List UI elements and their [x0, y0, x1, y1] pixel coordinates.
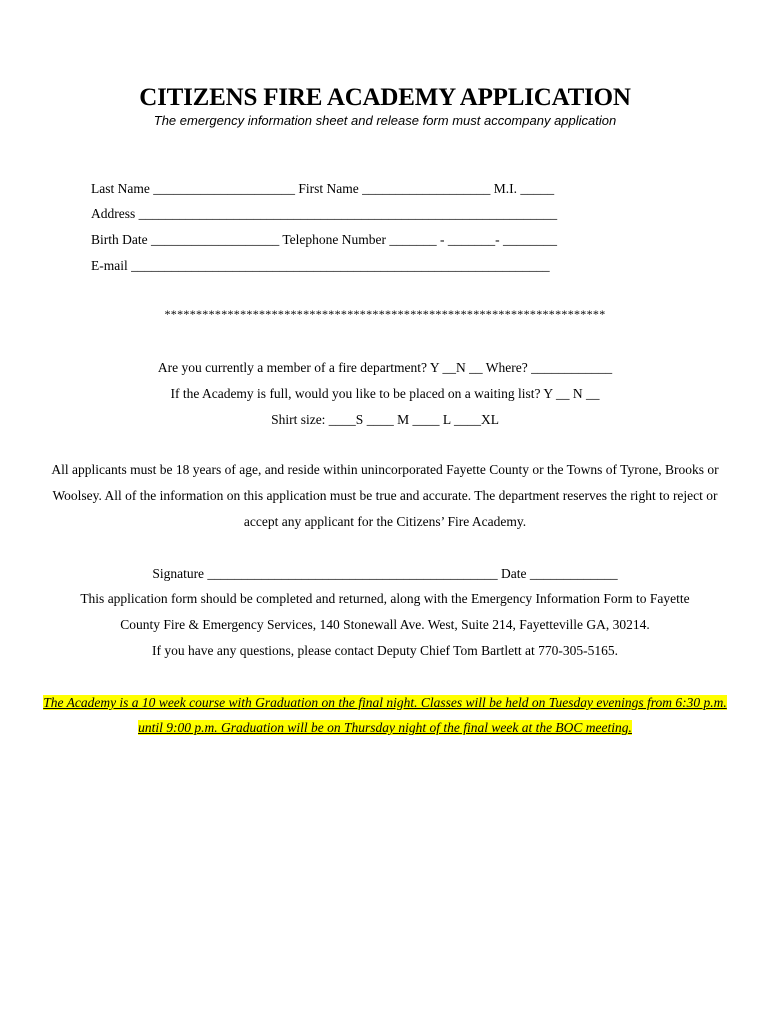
return-instructions-line-1: This application form should be completed and returned, along with the Emergency Information Form to Fayette — [80, 591, 690, 606]
name-fields-line[interactable]: Last Name _____________________ First Name ___________________ M.I. _____ — [91, 181, 555, 196]
signature-date-line[interactable]: Signature ___________________________________________ Date _____________ — [152, 566, 618, 581]
address-field-line[interactable]: Address ______________________________________________________________ — [91, 206, 558, 221]
schedule-highlight: The Academy is a 10 week course with Graduation on the final night. Classes will be held on Tuesday evenings from 6:30 p.m. until 9:00 p.m. Graduation will be on Thursday night of the final week at the BOC meeting. — [43, 695, 727, 735]
contact-info-line: If you have any questions, please contact Deputy Chief Tom Bartlett at 770-305-5165. — [152, 643, 618, 658]
academy-schedule-notice — [40, 690, 730, 740]
page-title: CITIZENS FIRE ACADEMY APPLICATION — [139, 84, 631, 111]
email-field-line[interactable]: E-mail ______________________________________________________________ — [91, 258, 550, 273]
fire-department-question[interactable]: Are you currently a member of a fire department? Y __N __ Where? ____________ — [157, 360, 613, 375]
waiting-list-question[interactable]: If the Academy is full, would you like to be placed on a waiting list? Y __ N __ — [170, 386, 600, 401]
return-instructions-line-2: County Fire & Emergency Services, 140 Stonewall Ave. West, Suite 214, Fayetteville GA, 30214. — [120, 617, 650, 632]
shirt-size-question[interactable]: Shirt size: ____S ____ M ____ L ____XL — [271, 412, 499, 427]
eligibility-requirements: All applicants must be 18 years of age, and reside within unincorporated Fayette County or the Towns of Tyrone, Brooks or Woolsey. All of the information on this application must be true and accurate. The department reserves the right to reject or accept any applicant for the Citizens’ Fire Academy. — [51, 462, 719, 529]
birth-date-phone-line[interactable]: Birth Date ___________________ Telephone Number _______ - _______- ________ — [91, 232, 558, 247]
page-subtitle: The emergency information sheet and release form must accompany application — [153, 113, 617, 128]
separator-stars: ********************************************************************** — [164, 307, 606, 321]
